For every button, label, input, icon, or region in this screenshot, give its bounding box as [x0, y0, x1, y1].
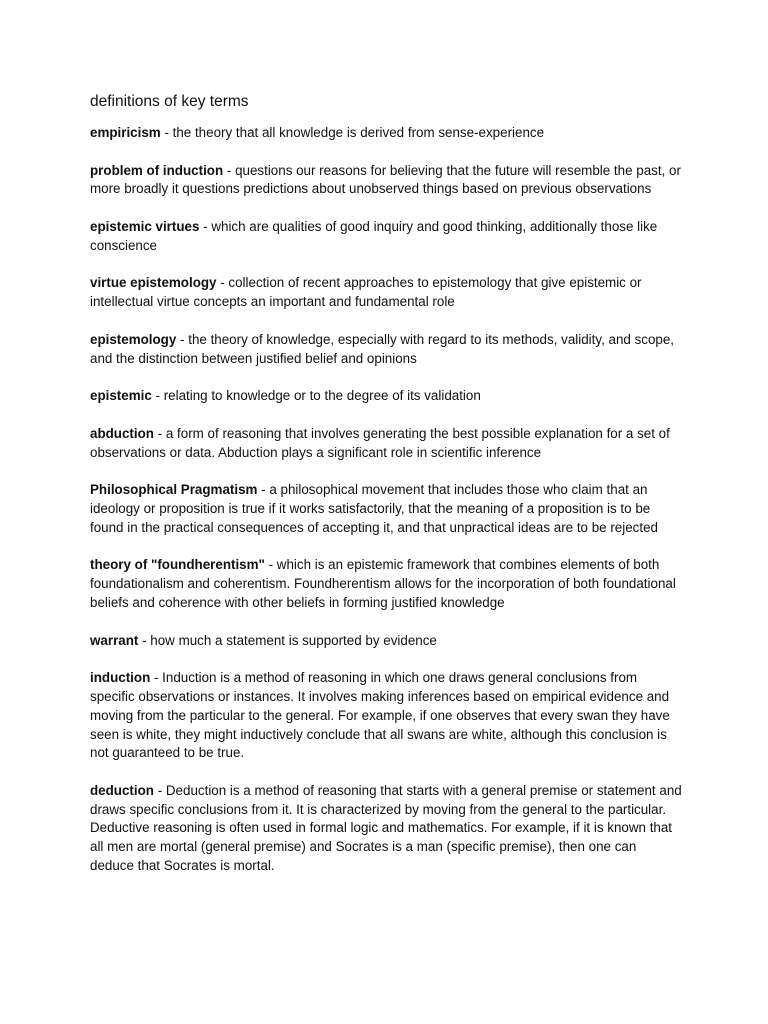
term-separator: -: [138, 632, 151, 648]
definition-entry-epistemic: [90, 387, 682, 406]
term-separator: -: [153, 425, 166, 441]
definition-entry-induction: [90, 669, 682, 763]
term-separator: -: [264, 557, 277, 573]
term-separator: -: [199, 218, 212, 234]
document-body: [90, 92, 682, 895]
definition-text: questions our reasons for believing that the future will resemble the past, or more broadly it questions predictions about unobserved things based on previous observations: [90, 162, 681, 197]
definition-term: virtue epistemology: [90, 275, 217, 291]
definition-term: epistemology: [90, 331, 177, 347]
definition-entry-warrant: [90, 632, 682, 651]
definition-entry-deduction: [90, 782, 682, 876]
term-separator: -: [223, 162, 236, 178]
definition-entry-foundherentism: [90, 556, 682, 612]
definition-entry-empiricism: [90, 124, 682, 143]
definition-text: a philosophical movement that includes those who claim that an ideology or proposition is true if it works satisfactorily, that the meaning of a proposition is to be found in the practical consequences of accepting it, and that unpractical ideas are to be rejected: [90, 482, 658, 535]
definition-text: a form of reasoning that involves generating the best possible explanation for a set of observations or data. Abduction plays a significant role in scientific inference: [90, 425, 670, 460]
definition-entry-problem-of-induction: [90, 162, 682, 200]
definition-term: epistemic virtues: [90, 218, 200, 234]
term-separator: -: [160, 125, 173, 140]
definition-text: Deduction is a method of reasoning that starts with a general premise or statement and draws specific conclusions from it. It is characterized by moving from the general to the particular. Deductive reasoning is often used in formal logic and mathematics. For example, if it is known that all men are mortal (general premise) and Socrates is a man (specific premise), then one can deduce that Socrates is mortal.: [90, 782, 682, 874]
definition-term: deduction: [90, 782, 154, 798]
definition-entry-epistemic-virtues: [90, 218, 682, 256]
definition-text: collection of recent approaches to epistemology that give epistemic or intellectual virtue concepts an important and fundamental role: [90, 275, 642, 310]
definition-text: which is an epistemic framework that combines elements of both foundationalism and coherentism. Foundherentism allows for the incorporation of both foundational beliefs and coherence with other beliefs in forming justified knowledge: [90, 557, 676, 610]
definition-text: which are qualities of good inquiry and good thinking, additionally those like conscience: [90, 218, 658, 253]
definition-text: the theory that all knowledge is derived from sense-experience: [172, 125, 545, 140]
term-separator: -: [216, 275, 229, 291]
definition-term: epistemic: [90, 388, 152, 404]
definition-text: how much a statement is supported by evidence: [150, 632, 437, 648]
definition-term: warrant: [90, 632, 139, 648]
definition-term: problem of induction: [90, 162, 224, 178]
term-separator: -: [150, 670, 163, 686]
definition-text: relating to knowledge or to the degree of its validation: [163, 388, 481, 404]
definition-term: Philosophical Pragmatism: [90, 482, 258, 498]
definition-entry-philosophical-pragmatism: [90, 481, 682, 537]
document-title: definitions of key terms: [90, 93, 249, 110]
definition-term: empiricism: [90, 125, 161, 140]
definition-term: induction: [90, 670, 151, 686]
term-separator: -: [151, 388, 164, 404]
term-separator: -: [176, 331, 189, 347]
term-separator: -: [257, 482, 270, 498]
definition-entry-epistemology: [90, 331, 682, 369]
definition-entry-abduction: [90, 425, 682, 463]
definition-text: Induction is a method of reasoning in which one draws general conclusions from specific observations or instances. It involves making inferences based on empirical evidence and moving from the particular to the general. For example, if one observes that every swan they have seen is white, they might inductively conclude that all swans are white, although this conclusion is not guaranteed to be true.: [90, 670, 670, 761]
definition-entry-virtue-epistemology: [90, 274, 682, 312]
definition-term: theory of "foundherentism": [90, 557, 265, 573]
term-separator: -: [153, 782, 166, 798]
definition-term: abduction: [90, 425, 154, 441]
definition-text: the theory of knowledge, especially with regard to its methods, validity, and scope, and the distinction between justified belief and opinions: [90, 331, 675, 366]
